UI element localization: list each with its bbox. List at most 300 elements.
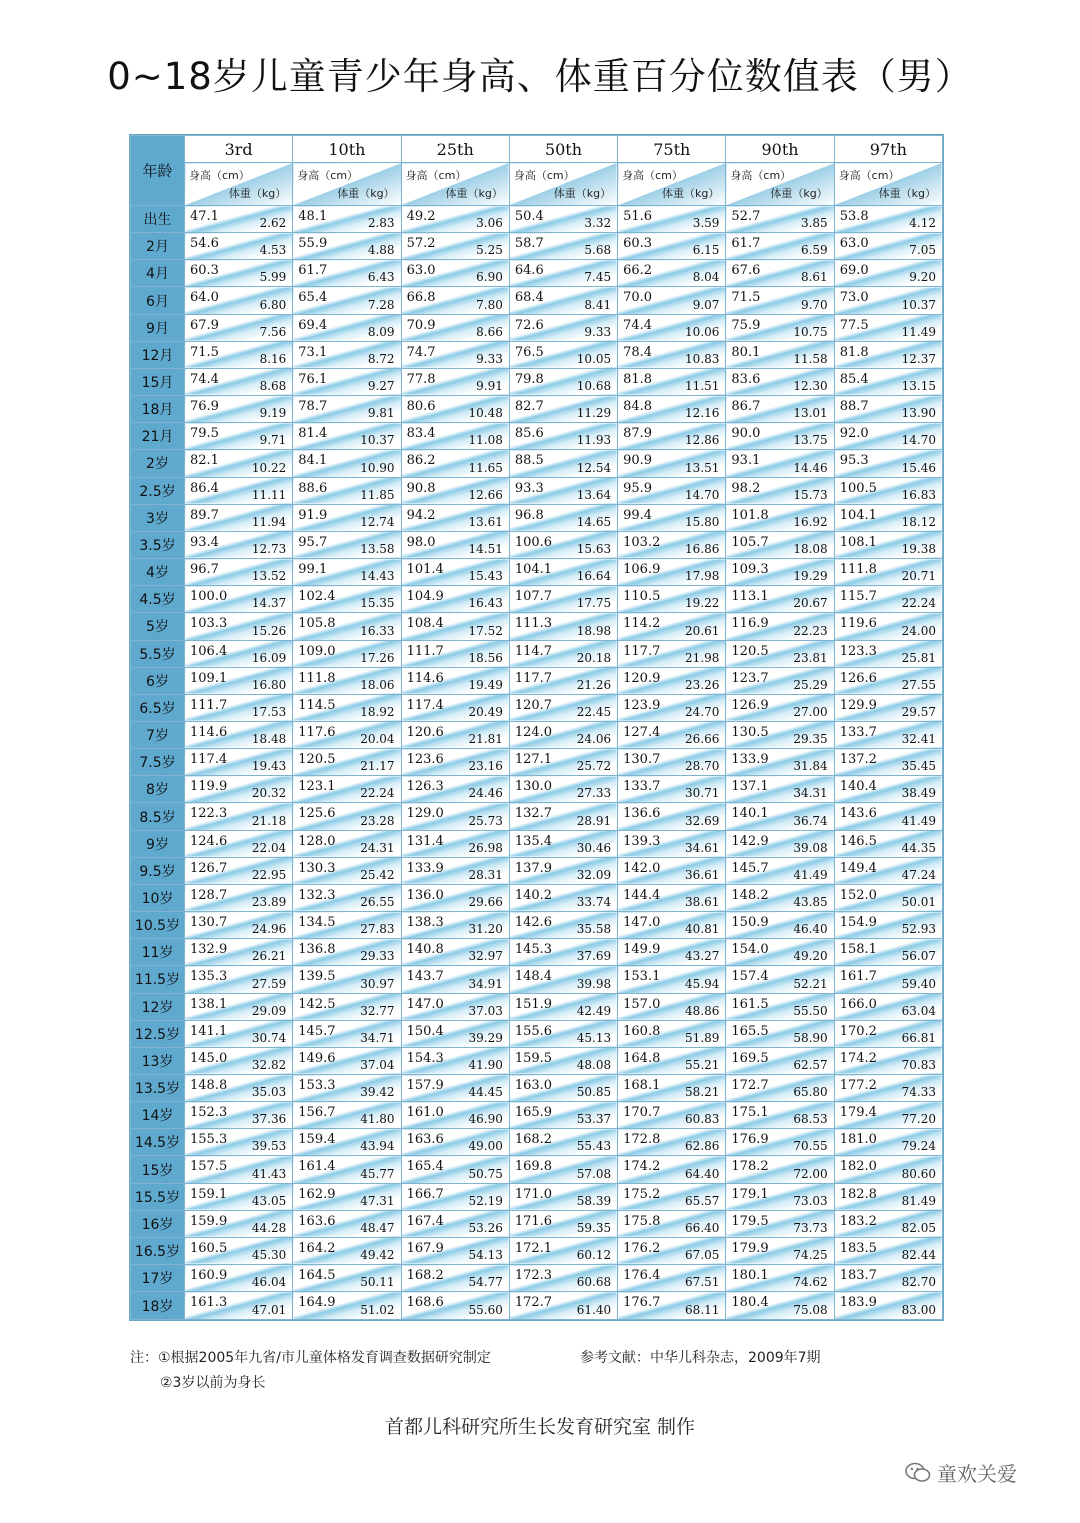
table-cell [509, 613, 617, 640]
table-cell [185, 1020, 293, 1047]
height-header: 身高（cm） [297, 169, 359, 182]
table-cell [834, 477, 942, 504]
weight-value: 29.66 [468, 895, 503, 910]
table-cell [726, 721, 834, 748]
table-cell [726, 694, 834, 721]
table-cell [834, 803, 942, 830]
table-cell [726, 667, 834, 694]
weight-value: 25.73 [468, 813, 503, 828]
height-value: 145.3 [514, 942, 553, 958]
table-cell [834, 912, 942, 939]
height-value: 88.6 [298, 480, 328, 496]
table-cell [726, 531, 834, 558]
height-value: 53.8 [839, 209, 869, 224]
weight-value: 7.80 [476, 297, 503, 312]
weight-value: 11.08 [468, 433, 503, 448]
table-row [131, 749, 943, 776]
height-value: 161.5 [731, 996, 769, 1012]
height-value: 95.3 [839, 453, 869, 469]
table-cell [509, 1210, 617, 1237]
table-row [131, 477, 943, 504]
weight-value: 49.42 [360, 1248, 395, 1263]
weight-value: 10.22 [251, 460, 287, 475]
height-value: 90.8 [406, 480, 436, 496]
weight-value: 20.18 [576, 650, 612, 665]
weight-value: 15.73 [793, 487, 828, 502]
table-cell [509, 341, 617, 368]
weight-value: 28.70 [685, 759, 720, 774]
height-value: 157.0 [623, 996, 661, 1012]
table-cell [293, 287, 401, 314]
weight-value: 39.42 [360, 1085, 395, 1100]
table-cell [293, 423, 401, 450]
height-value: 133.7 [839, 724, 877, 740]
table-cell [834, 1129, 942, 1156]
height-value: 94.2 [406, 507, 436, 523]
weight-value: 82.05 [901, 1220, 936, 1235]
height-value: 57.2 [406, 236, 436, 252]
percentile-table [130, 135, 943, 1320]
age-label: 3.5岁 [131, 531, 185, 558]
age-label: 21月 [131, 423, 185, 450]
age-label: 6月 [131, 287, 185, 314]
weight-value: 62.86 [685, 1139, 720, 1154]
table-cell [726, 912, 834, 939]
weight-value: 41.90 [468, 1058, 503, 1072]
table-row [131, 939, 943, 966]
weight-value: 8.09 [367, 324, 395, 339]
table-cell [618, 368, 726, 395]
table-cell [618, 776, 726, 803]
weight-value: 37.36 [251, 1112, 287, 1127]
weight-value: 9.81 [367, 406, 395, 421]
height-value: 85.4 [839, 371, 869, 387]
table-row [131, 721, 943, 748]
weight-value: 33.74 [576, 895, 612, 910]
table-cell [185, 477, 293, 504]
height-value: 114.6 [190, 724, 228, 740]
weight-value: 29.35 [793, 732, 828, 747]
weight-value: 44.28 [251, 1220, 287, 1235]
table-cell [834, 640, 942, 667]
height-value: 120.5 [731, 643, 769, 659]
height-value: 71.5 [731, 290, 761, 306]
age-label: 8.5岁 [131, 803, 185, 830]
weight-header: 体重（kg） [553, 187, 612, 200]
table-cell [401, 1237, 509, 1264]
weight-value: 32.09 [576, 867, 612, 882]
weight-value: 9.20 [909, 270, 936, 285]
height-value: 159.5 [514, 1050, 553, 1066]
height-value: 110.5 [623, 589, 661, 605]
table-cell [509, 640, 617, 667]
measure-header [185, 163, 293, 206]
table-cell [618, 912, 726, 939]
height-value: 127.1 [514, 752, 553, 768]
height-value: 120.7 [514, 697, 553, 713]
table-cell [401, 667, 509, 694]
height-value: 133.9 [406, 860, 444, 876]
height-value: 143.6 [839, 806, 877, 822]
weight-value: 22.04 [251, 840, 287, 855]
note-1: 注：①根据2005年九省/市儿童体格发育调查数据研究制定 [130, 1350, 491, 1366]
weight-value: 29.57 [901, 704, 936, 719]
weight-value: 66.40 [685, 1220, 720, 1235]
table-cell [618, 1047, 726, 1074]
height-header: 身高（cm） [838, 169, 900, 182]
weight-value: 19.38 [901, 542, 936, 557]
weight-value: 54.77 [468, 1275, 503, 1290]
table-cell [509, 1075, 617, 1102]
table-cell [834, 993, 942, 1020]
table-cell [834, 830, 942, 857]
percentile-header-row [131, 136, 943, 163]
weight-value: 25.29 [793, 677, 828, 692]
table-cell [509, 857, 617, 884]
weight-value: 41.80 [360, 1112, 395, 1127]
weight-value: 34.71 [360, 1030, 395, 1045]
table-cell [185, 613, 293, 640]
weight-value: 19.22 [685, 596, 720, 611]
height-value: 103.3 [190, 616, 228, 632]
table-cell [726, 314, 834, 341]
weight-value: 55.60 [468, 1303, 503, 1317]
table-cell [618, 314, 726, 341]
table-row [131, 912, 943, 939]
table-cell [834, 613, 942, 640]
height-value: 124.6 [190, 833, 228, 849]
height-value: 155.6 [514, 1023, 553, 1039]
height-value: 146.5 [839, 833, 877, 849]
height-value: 165.5 [731, 1023, 769, 1039]
table-cell [293, 749, 401, 776]
height-value: 179.5 [731, 1213, 769, 1229]
table-cell [618, 341, 726, 368]
weight-value: 68.11 [685, 1303, 720, 1317]
height-value: 157.9 [406, 1078, 444, 1093]
table-cell [726, 1292, 834, 1320]
table-cell [509, 559, 617, 586]
table-cell [834, 694, 942, 721]
table-cell [834, 667, 942, 694]
age-label: 3岁 [131, 504, 185, 531]
height-value: 85.6 [514, 426, 544, 442]
height-value: 88.7 [839, 399, 869, 415]
height-value: 101.8 [731, 507, 769, 523]
table-cell [185, 912, 293, 939]
table-cell [293, 776, 401, 803]
weight-value: 66.81 [901, 1030, 936, 1045]
height-value: 106.4 [190, 643, 228, 659]
table-cell [509, 1020, 617, 1047]
table-cell [726, 341, 834, 368]
table-cell [834, 1210, 942, 1237]
weight-value: 21.26 [576, 677, 612, 692]
weight-value: 2.83 [367, 216, 395, 231]
weight-value: 24.31 [360, 840, 395, 855]
height-value: 152.3 [190, 1105, 228, 1121]
height-value: 79.5 [190, 426, 219, 442]
table-cell [401, 233, 509, 260]
height-value: 174.2 [623, 1159, 661, 1175]
weight-value: 41.49 [793, 867, 828, 882]
height-value: 170.7 [623, 1105, 661, 1121]
height-value: 164.2 [298, 1240, 336, 1256]
age-label: 2.5岁 [131, 477, 185, 504]
weight-value: 10.83 [685, 351, 720, 366]
weight-value: 13.90 [901, 406, 936, 421]
height-value: 129.9 [839, 697, 877, 713]
height-value: 50.4 [514, 209, 544, 224]
height-value: 153.3 [298, 1078, 336, 1093]
weight-value: 27.55 [901, 677, 936, 692]
table-row [131, 1075, 943, 1102]
table-cell [401, 939, 509, 966]
table-cell [401, 1210, 509, 1237]
table-cell [618, 1292, 726, 1320]
maker-credit: 首都儿科研究所生长发育研究室 制作 [384, 1416, 696, 1438]
weight-value: 14.43 [360, 569, 395, 584]
height-value: 123.9 [623, 697, 661, 713]
age-label: 13.5岁 [131, 1075, 185, 1102]
height-value: 143.7 [406, 969, 444, 985]
height-value: 64.6 [514, 263, 544, 279]
table-cell [185, 640, 293, 667]
height-value: 69.4 [298, 317, 328, 333]
height-value: 116.9 [731, 616, 769, 632]
weight-value: 11.94 [251, 514, 287, 529]
table-cell [618, 1020, 726, 1047]
table-cell [618, 1102, 726, 1129]
weight-value: 30.46 [576, 840, 612, 855]
table-cell [618, 884, 726, 911]
table-cell [834, 1020, 942, 1047]
table-cell [185, 1183, 293, 1210]
age-label: 6.5岁 [131, 694, 185, 721]
weight-value: 64.40 [685, 1166, 720, 1181]
weight-value: 3.59 [692, 216, 720, 231]
table-cell [401, 1047, 509, 1074]
table-cell [618, 1265, 726, 1292]
weight-value: 47.31 [360, 1193, 395, 1208]
height-value: 151.9 [514, 996, 553, 1012]
table-cell [293, 260, 401, 287]
weight-value: 25.81 [901, 650, 936, 665]
table-cell [185, 803, 293, 830]
height-value: 100.0 [190, 589, 228, 605]
height-value: 61.7 [298, 263, 328, 279]
weight-value: 52.93 [901, 922, 936, 937]
weight-header: 体重（kg） [770, 187, 828, 200]
table-cell [293, 912, 401, 939]
weight-value: 35.03 [251, 1085, 287, 1100]
height-value: 120.5 [298, 752, 336, 768]
weight-value: 68.53 [793, 1112, 828, 1127]
height-value: 172.1 [514, 1240, 553, 1256]
table-row [131, 640, 943, 667]
age-label: 10岁 [131, 884, 185, 911]
height-value: 54.6 [190, 236, 219, 252]
height-value: 168.2 [514, 1132, 553, 1148]
age-label: 13岁 [131, 1047, 185, 1074]
height-value: 74.4 [190, 371, 219, 387]
table-cell [618, 667, 726, 694]
height-value: 140.1 [731, 806, 769, 822]
table-body [131, 206, 943, 1320]
weight-value: 3.06 [476, 216, 503, 231]
height-value: 111.7 [406, 643, 444, 659]
weight-value: 32.97 [468, 949, 503, 964]
weight-value: 60.12 [576, 1248, 612, 1263]
height-value: 167.9 [406, 1240, 444, 1256]
height-value: 126.7 [190, 860, 228, 876]
table-cell [185, 586, 293, 613]
weight-value: 83.00 [901, 1303, 936, 1317]
weight-value: 51.89 [685, 1030, 720, 1045]
table-cell [185, 1156, 293, 1183]
age-label: 9岁 [131, 830, 185, 857]
weight-value: 48.08 [576, 1058, 612, 1072]
table-row [131, 1210, 943, 1237]
table-cell [834, 884, 942, 911]
percentile-header: 10th [293, 136, 401, 163]
height-value: 89.7 [190, 507, 219, 523]
height-value: 98.2 [731, 480, 761, 496]
age-label: 6岁 [131, 667, 185, 694]
weight-value: 80.60 [901, 1166, 936, 1181]
weight-value: 30.71 [685, 786, 720, 801]
age-column-header: 年龄 [131, 136, 185, 206]
table-row [131, 667, 943, 694]
weight-value: 32.41 [901, 732, 936, 747]
weight-value: 12.73 [251, 542, 287, 557]
weight-value: 18.12 [901, 514, 936, 529]
height-value: 93.3 [514, 480, 544, 496]
table-cell [293, 667, 401, 694]
weight-value: 22.23 [793, 623, 828, 638]
table-cell [618, 450, 726, 477]
height-value: 109.3 [731, 562, 769, 578]
weight-value: 44.45 [468, 1085, 503, 1100]
table-cell [726, 1102, 834, 1129]
weight-value: 11.49 [901, 324, 936, 339]
height-value: 154.3 [406, 1050, 444, 1066]
height-value: 126.6 [839, 670, 877, 686]
height-value: 159.1 [190, 1186, 228, 1202]
height-value: 130.0 [514, 779, 553, 795]
height-value: 113.1 [731, 589, 769, 605]
weight-value: 19.49 [468, 677, 503, 692]
height-value: 81.4 [298, 426, 328, 442]
table-cell [834, 1237, 942, 1264]
table-cell [618, 559, 726, 586]
height-value: 137.9 [514, 860, 553, 876]
height-value: 126.3 [406, 779, 444, 795]
table-cell [185, 341, 293, 368]
table-cell [401, 857, 509, 884]
weight-value: 22.24 [360, 786, 395, 801]
weight-value: 10.06 [685, 324, 720, 339]
weight-value: 16.92 [793, 514, 828, 529]
table-cell [509, 314, 617, 341]
height-value: 70.0 [623, 290, 653, 306]
table-cell [401, 206, 509, 233]
weight-value: 21.18 [251, 813, 287, 828]
table-cell [509, 803, 617, 830]
table-cell [401, 721, 509, 748]
table-cell [618, 287, 726, 314]
height-value: 179.9 [731, 1240, 769, 1256]
weight-value: 39.53 [251, 1139, 287, 1154]
weight-value: 6.43 [367, 270, 395, 285]
weight-value: 10.05 [576, 351, 612, 366]
weight-value: 23.89 [251, 895, 287, 910]
weight-value: 10.48 [468, 406, 503, 421]
weight-value: 9.33 [584, 324, 612, 339]
height-value: 140.8 [406, 942, 444, 958]
height-value: 163.6 [406, 1132, 444, 1148]
height-value: 176.2 [623, 1240, 661, 1256]
table-cell [618, 260, 726, 287]
height-value: 125.6 [298, 806, 336, 822]
table-cell [293, 1020, 401, 1047]
height-value: 147.0 [623, 915, 661, 931]
height-value: 138.3 [406, 915, 444, 931]
weight-value: 16.64 [576, 569, 612, 584]
table-cell [185, 667, 293, 694]
table-cell [509, 287, 617, 314]
table-row [131, 559, 943, 586]
table-row [131, 1047, 943, 1074]
height-value: 160.8 [623, 1023, 661, 1039]
weight-value: 57.08 [576, 1166, 612, 1181]
height-value: 135.4 [514, 833, 553, 849]
weight-value: 31.20 [468, 922, 503, 937]
weight-value: 23.28 [360, 813, 395, 828]
height-value: 117.6 [298, 724, 336, 740]
weight-value: 13.52 [251, 569, 287, 584]
height-value: 164.5 [298, 1268, 336, 1284]
table-cell [618, 993, 726, 1020]
weight-value: 21.17 [360, 759, 395, 774]
table-cell [726, 559, 834, 586]
height-value: 139.3 [623, 833, 661, 849]
table-cell [185, 776, 293, 803]
height-value: 76.1 [298, 371, 328, 387]
height-value: 148.4 [514, 969, 553, 985]
weight-value: 18.98 [576, 623, 612, 638]
table-cell [293, 966, 401, 993]
table-cell [401, 1129, 509, 1156]
table-cell [185, 206, 293, 233]
weight-value: 11.51 [685, 379, 720, 394]
weight-value: 81.49 [901, 1193, 936, 1208]
weight-value: 39.08 [793, 840, 828, 855]
weight-value: 37.69 [576, 949, 612, 964]
table-cell [185, 423, 293, 450]
table-cell [185, 531, 293, 558]
weight-value: 16.80 [251, 677, 287, 692]
table-row [131, 341, 943, 368]
table-cell [185, 504, 293, 531]
table-cell [293, 1047, 401, 1074]
weight-value: 16.86 [685, 542, 720, 557]
height-value: 74.4 [623, 317, 653, 333]
weight-value: 15.26 [251, 623, 287, 638]
table-cell [401, 450, 509, 477]
height-value: 95.7 [298, 534, 328, 550]
table-cell [726, 1210, 834, 1237]
